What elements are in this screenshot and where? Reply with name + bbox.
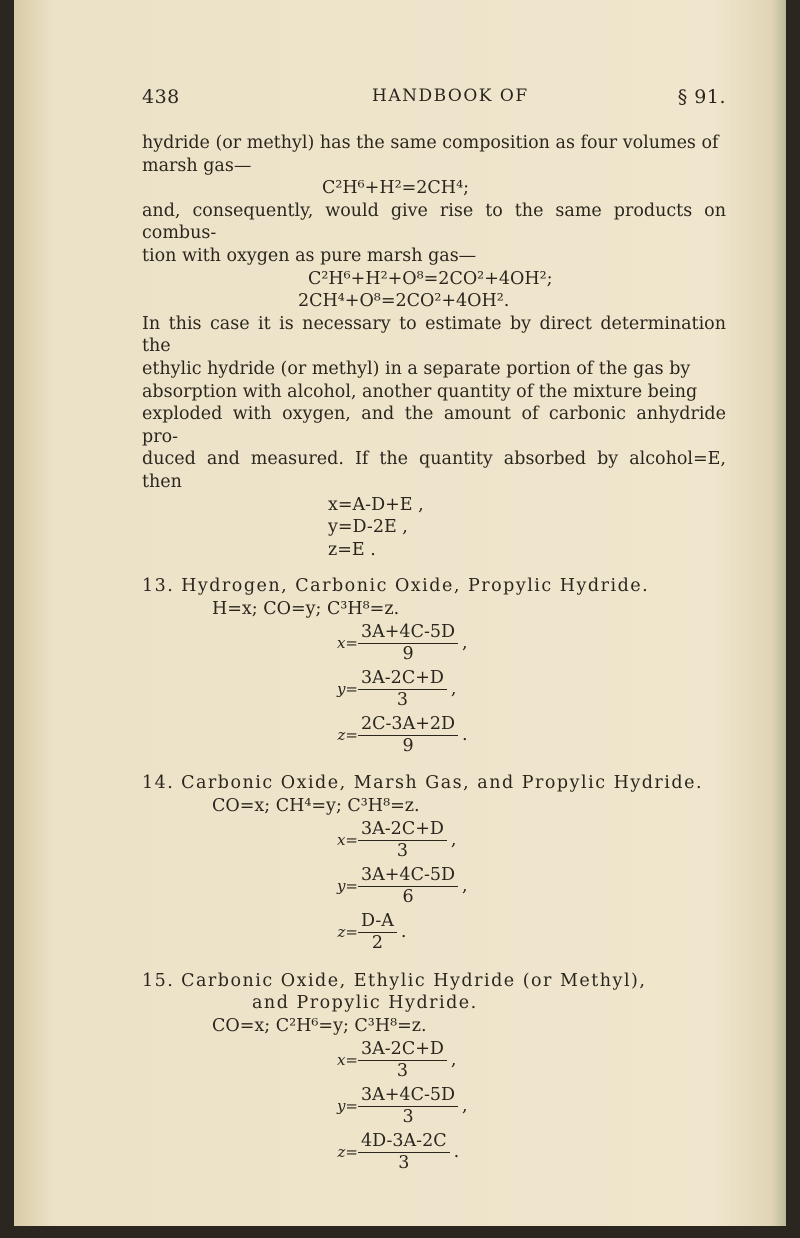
case-14-x: x= $\frac{3A-2C+D}{3}$ ,	[336, 819, 457, 862]
text-line: duced and measured. If the quantity absorbed by alcohol=E, then	[142, 449, 726, 492]
case-14-z: z= $\frac{D-A}{2}$ .	[337, 911, 407, 954]
case-15-x: x= $\frac{3A-2C+D}{3}$ ,	[336, 1038, 457, 1081]
case-title: Carbonic Oxide, Ethylic Hydride (or Methyl),	[181, 970, 647, 991]
equation: 2CH⁴+O⁸=2CO²+4OH².	[298, 291, 510, 312]
case-title: Hydrogen, Carbonic Oxide, Propylic Hydride.	[181, 576, 650, 597]
equation: C²H⁶+H²=2CH⁴;	[322, 178, 469, 199]
case-14-y: y= $\frac{3A+4C-5D}{6}$ ,	[336, 865, 468, 908]
running-title: HANDBOOK OF	[372, 86, 529, 106]
case-14-heading	[142, 772, 726, 795]
case-15-y: y= $\frac{3A+4C-5D}{3}$ ,	[336, 1084, 468, 1127]
case-13-y: y= $\frac{3A-2C+D}{3}$ ,	[336, 667, 457, 710]
solution-y: y=D-2E ,	[328, 517, 408, 538]
case-number: 15.	[142, 970, 175, 991]
text-line: hydride (or methyl) has the same composition as four volumes of	[142, 133, 719, 153]
case-13-z: z= $\frac{2C-3A+2D}{9}$ .	[337, 713, 468, 756]
text-line: and, consequently, would give rise to the same products on combus-	[142, 200, 726, 244]
page-body	[142, 132, 726, 1175]
case-15-z: z= $\frac{4D-3A-2C}{3}$ .	[337, 1130, 460, 1173]
solution-x: x=A-D+E ,	[328, 494, 424, 515]
text-line: tion with oxygen as pure marsh gas—	[142, 245, 477, 266]
case-15-defs: CO=x; C²H⁶=y; C³H⁸=z.	[212, 1015, 427, 1036]
page-number: 438	[142, 86, 180, 108]
case-14-defs: CO=x; CH⁴=y; C³H⁸=z.	[212, 796, 420, 817]
text-line: exploded with oxygen, and the amount of carbonic anhydride pro-	[142, 404, 726, 447]
text-line: marsh gas—	[142, 155, 252, 176]
case-number: 13.	[142, 576, 175, 597]
case-13-x: x= $\frac{3A+4C-5D}{9}$ ,	[336, 621, 468, 664]
case-15-heading-cont: and Propylic Hydride.	[252, 993, 478, 1014]
section-number: § 91.	[677, 86, 726, 108]
text-line: absorption with alcohol, another quantity of the mixture being	[142, 381, 698, 402]
equation: C²H⁶+H²+O⁸=2CO²+4OH²;	[308, 268, 553, 289]
text-line: In this case it is necessary to estimate by direct determination the	[142, 313, 726, 357]
case-number: 14.	[142, 773, 175, 794]
case-title: Carbonic Oxide, Marsh Gas, and Propylic Hydride.	[181, 773, 704, 794]
solution-z: z=E .	[328, 539, 376, 560]
case-13-defs: H=x; CO=y; C³H⁸=z.	[212, 598, 400, 619]
case-15-heading	[142, 970, 726, 993]
case-13-heading	[142, 575, 726, 598]
book-page	[14, 0, 786, 1226]
text-line: ethylic hydride (or methyl) in a separate portion of the gas by	[142, 358, 691, 379]
running-header	[142, 86, 726, 116]
